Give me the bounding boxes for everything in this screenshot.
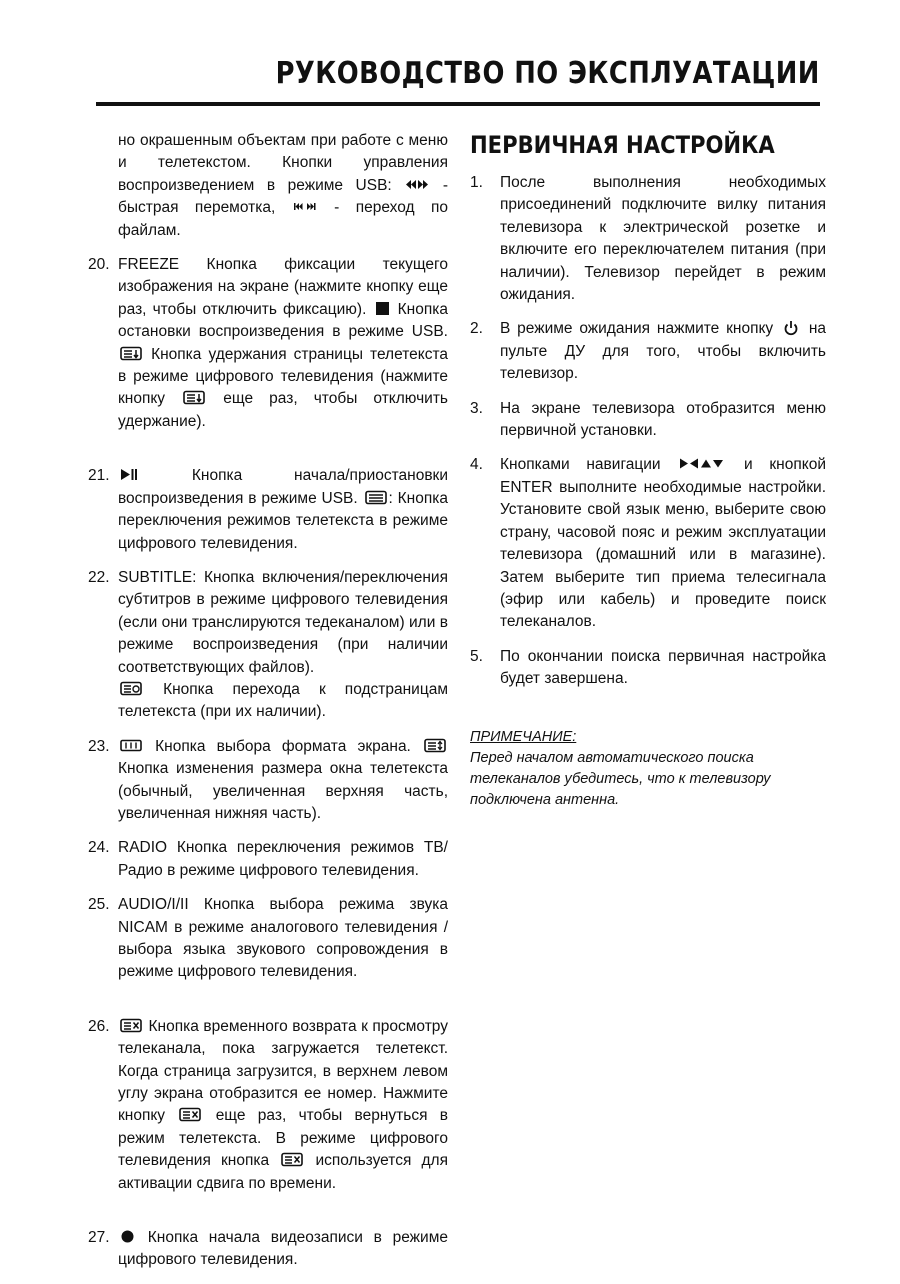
item-number: 21. xyxy=(88,467,110,485)
list-item-22: 22. SUBTITLE: Кнопка включения/переключения субтитров в режиме цифрового телевидения (если они транслируются тедеканалом) или в режиме воспроизведения (при наличии соответствующих файлов). Кнопка перехода к подстраницам телетекста (при их наличии). xyxy=(88,568,448,721)
teletext-cancel-icon xyxy=(120,1018,142,1033)
aspect-ratio-icon xyxy=(120,738,142,753)
record-icon xyxy=(120,1229,135,1244)
teletext-hold-icon xyxy=(183,390,205,405)
step-number: 1. xyxy=(470,174,483,191)
page-header-title: РУКОВОДСТВО ПО ЭКСПЛУАТАЦИИ xyxy=(275,56,820,91)
header-rule xyxy=(96,102,820,106)
power-icon xyxy=(782,320,800,335)
step-number: 2. xyxy=(470,320,483,338)
section-title: ПЕРВИЧНАЯ НАСТРОЙКА xyxy=(470,131,775,159)
setup-step-3: 3. На экране телевизора отобразится меню первичной установки. xyxy=(470,399,826,440)
step-number: 3. xyxy=(470,399,483,417)
item-number: 27. xyxy=(88,1229,110,1247)
teletext-hold-icon xyxy=(120,346,142,361)
teletext-cancel-icon xyxy=(179,1107,201,1122)
note-text: Перед началом автоматического поиска телеканалов убедитесь, что к телевизору подключена антенна. xyxy=(470,749,771,808)
setup-step-4: 4. Кнопками навигации и кнопкой ENTER выполните необходимые настройки. Установите свой язык меню, выберите свою страну, часовой пояс и режим эксплуатации телевизора (домашний или в магазине). Затем выберите тип приема телесигнала (эфир или кабель) и проведите поиск телеканалов. xyxy=(470,456,826,631)
list-item-25: 25. AUDIO/I/II Кнопка выбора режима звука NICAM в режиме аналогового телевидения / выбора языка звукового сопровождения в режиме цифрового телевидения. xyxy=(88,896,448,981)
item-number: 20. xyxy=(88,256,110,274)
step-number: 5. xyxy=(470,647,483,665)
navigation-arrows-icon xyxy=(679,456,725,471)
list-item-23: 23. Кнопка выбора формата экрана. Кнопка изменения размера окна телетекста (обычный, увеличенная верхняя часть, увеличенная нижняя часть). xyxy=(88,737,448,822)
teletext-subpage-icon xyxy=(120,681,142,696)
teletext-mode-icon xyxy=(365,490,387,505)
item-number: 22. xyxy=(88,568,110,586)
teletext-size-icon xyxy=(424,738,446,753)
play-pause-icon xyxy=(120,467,138,482)
skip-prev-next-icon xyxy=(294,199,316,214)
item-number: 23. xyxy=(88,737,110,755)
setup-step-5: 5. По окончании поиска первичная настройка будет завершена. xyxy=(470,647,826,688)
right-column xyxy=(470,130,826,811)
left-column xyxy=(88,130,448,1284)
list-item-20: 20. FREEZE Кнопка фиксации текущего изображения на экране (нажмите кнопку еще раз, чтобы отключить фиксацию). Кнопка остановки воспроизведения в режиме USB. Кнопка удержания страницы телетекста в режиме цифрового телевидения (нажмите кнопку еще раз, чтобы отключить удержание). xyxy=(88,256,449,430)
list-item-21: 21. Кнопка начала/приостановки воспроизведения в режиме USB. : Кнопка переключения режимов телетекста в режиме цифрового телевидения. xyxy=(88,467,448,552)
item-number: 25. xyxy=(88,896,110,914)
continued-paragraph: но окрашенным объектам при работе с меню и телетекстом. Кнопки управления воспроизведением в режиме USB: - быстрая перемотка, - переход по файлам. xyxy=(118,132,449,239)
stop-icon xyxy=(375,301,390,316)
item-number: 26. xyxy=(88,1017,110,1035)
step-number: 4. xyxy=(470,456,483,474)
note-block xyxy=(470,727,826,811)
list-item-26: 26. Кнопка временного возврата к просмотру телеканала, пока загружается телетекст. Когда страница загрузится, в верхнем левом углу экрана отобразится ее номер. Нажмите кнопку еще раз, чтобы вернуться в режим телетекста. В режиме цифрового телевидения кнопка используется для активации сдвига по времени. xyxy=(88,1017,449,1192)
teletext-cancel-icon xyxy=(281,1152,303,1167)
setup-step-1: 1. После выполнения необходимых присоединений подключите вилку питания телевизора к электрической розетке и включите его переключателем питания (при наличии). Телевизор перейдет в режим ожидания. xyxy=(470,174,826,304)
list-item-27: 27. Кнопка начала видеозаписи в режиме цифрового телевидения. xyxy=(88,1229,448,1269)
note-title: ПРИМЕЧАНИЕ: xyxy=(470,728,577,745)
list-item-24: 24. RADIO Кнопка переключения режимов ТВ/Радио в режиме цифрового телевидения. xyxy=(88,839,448,879)
setup-step-2: 2. В режиме ожидания нажмите кнопку на пульте ДУ для того, чтобы включить телевизор. xyxy=(470,320,826,383)
item-number: 24. xyxy=(88,839,110,857)
fast-rewind-forward-icon xyxy=(406,177,428,192)
